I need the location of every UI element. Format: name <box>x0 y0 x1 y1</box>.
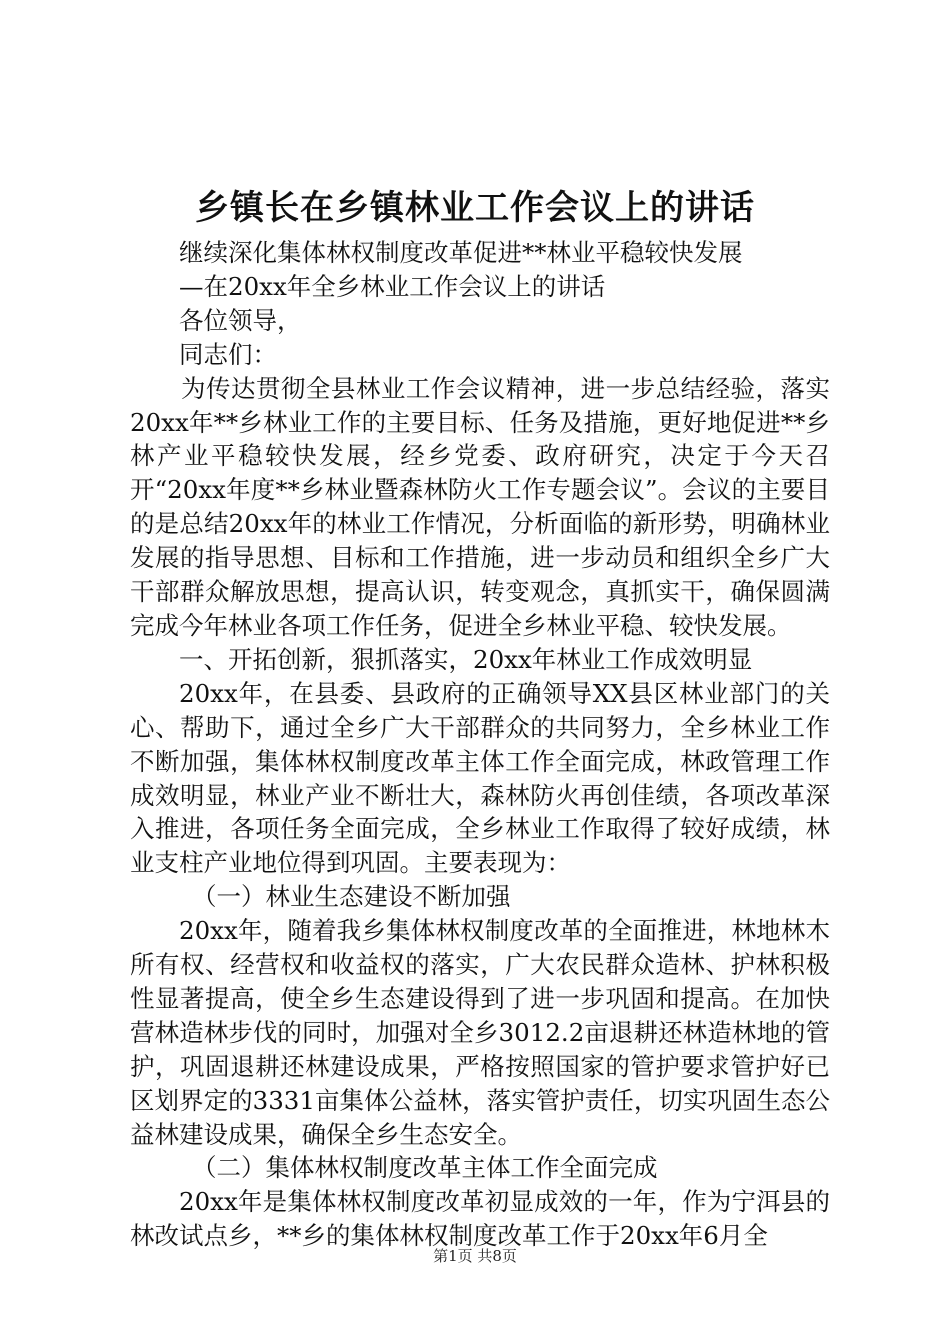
subsection-1-paragraph: 20xx年，随着我乡集体林权制度改革的全面推进，林地林木所有权、经营权和收益权的落实，广大农民群众造林、护林积极性显著提高，使全乡生态建设得到了进一步巩固和提高。在加快营林造林步伐的同时，加强对全乡3012.2亩退耕还林造林地的管护，巩固退耕还林建设成果，严格按照国家的管护要求管护好已区划界定的3331亩集体公益林，落实管护责任，切实巩固生态公益林建设成果，确保全乡生态安全。 <box>130 916 830 1149</box>
subsection-2-paragraph: 20xx年是集体林权制度改革初显成效的一年，作为宁洱县的林改试点乡，**乡的集体林权制度改革工作于20xx年6月全 <box>130 1187 830 1251</box>
subtitle-line: 继续深化集体林权制度改革促进**林业平稳较快发展 <box>179 238 743 267</box>
document-body <box>130 236 830 1253</box>
subsection-heading-1: （一）林业生态建设不断加强 <box>192 882 511 912</box>
document-title: 乡镇长在乡镇林业工作会议上的讲话 <box>195 188 755 228</box>
intro-paragraph: 为传达贯彻全县林业工作会议精神，进一步总结经验，落实20xx年**乡林业工作的主要目标、任务及措施，更好地促进**乡林产业平稳较快发展，经乡党委、政府研究，决定于今天召开“20xx年度**乡林业暨森林防火工作专题会议”。会议的主要目的是总结20xx年的林业工作情况，分析面临的新形势，明确林业发展的指导思想、目标和工作措施，进一步动员和组织全乡广大干部群众解放思想，提高认识，转变观念，真抓实干，确保圆满完成今年林业各项工作任务，促进全乡林业平稳、较快发展。 <box>130 373 830 640</box>
subsection-heading-2: （二）集体林权制度改革主体工作全面完成 <box>192 1153 658 1183</box>
page-footer: 第1页 共8页 <box>433 1247 517 1265</box>
salutation-leaders: 各位领导， <box>179 305 302 335</box>
subtitle-occasion: —在20xx年全乡林业工作会议上的讲话 <box>179 271 606 301</box>
salutation-comrades: 同志们： <box>179 339 277 369</box>
section-heading-1: 一、开拓创新，狠抓落实，20xx年林业工作成效明显 <box>179 644 753 674</box>
section-1-paragraph: 20xx年，在县委、县政府的正确领导XX县区林业部门的关心、帮助下，通过全乡广大干部群众的共同努力，全乡林业工作不断加强，集体林权制度改革主体工作全面完成，林政管理工作成效明显，林业产业不断壮大，森林防火再创佳绩，各项改革深入推进，各项任务全面完成，全乡林业工作取得了较好成绩，林业支柱产业地位得到巩固。主要表现为： <box>130 678 830 878</box>
